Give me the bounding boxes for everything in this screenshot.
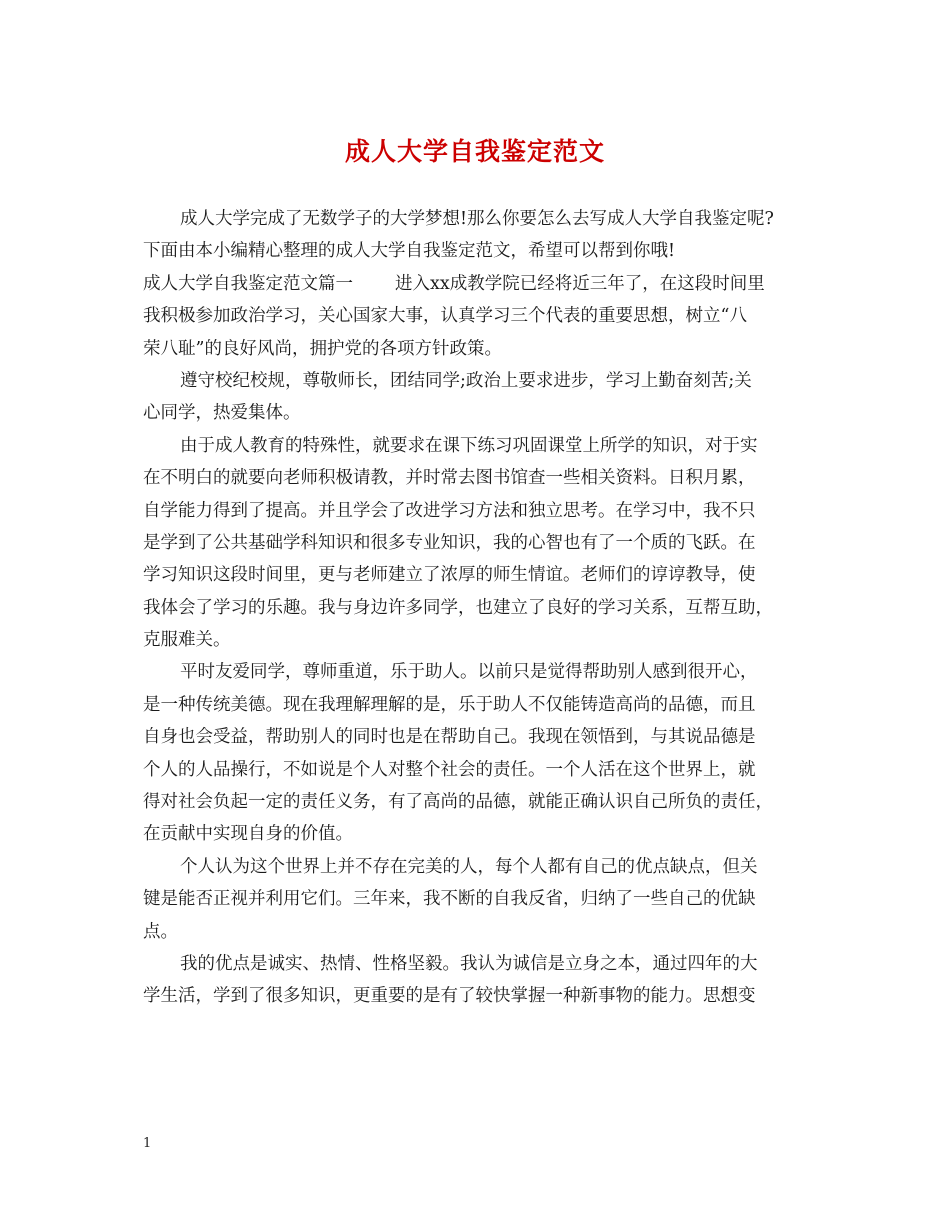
paragraph-line: 点。: [143, 921, 178, 942]
paragraph-line: 心同学，热爱集体。: [143, 403, 301, 424]
paragraph-line: 在不明白的就要向老师积极请教，并时常去图书馆查一些相关资料。日积月累，: [143, 468, 756, 489]
page-number: 1: [143, 1136, 152, 1151]
section-heading: 成人大学自我鉴定范文篇一: [143, 273, 353, 294]
paragraph-line: 得对社会负起一定的责任义务，有了高尚的品德，就能正确认识自己所负的责任，: [143, 792, 773, 813]
paragraph-line: 我体会了学习的乐趣。我与身边许多同学，也建立了良好的学习关系，互帮互助，: [143, 597, 773, 618]
paragraph-line: 键是能否正视并利用它们。三年来，我不断的自我反省，归纳了一些自己的优缺: [143, 889, 756, 910]
paragraph-line: 平时友爱同学，尊师重道，乐于助人。以前只是觉得帮助别人感到很开心，: [180, 662, 758, 683]
section-heading-line: [143, 268, 813, 300]
section-lead: 进入xx成教学院已经将近三年了，在这段时间里: [395, 273, 765, 294]
paragraph-line: 在贡献中实现自身的价值。: [143, 824, 353, 845]
intro-line: 成人大学完成了无数学子的大学梦想!那么你要怎么去写成人大学自我鉴定呢?: [180, 209, 774, 229]
intro-line: 下面由本小编精心整理的成人大学自我鉴定范文，希望可以帮到你哦!: [143, 241, 676, 262]
paragraph-line: 我的优点是诚实、热情、性格坚毅。我认为诚信是立身之本，通过四年的大: [180, 953, 758, 974]
paragraph-line: 是一种传统美德。现在我理解理解的是，乐于助人不仅能铸造高尚的品德，而且: [143, 694, 756, 715]
paragraph-line: 个人的人品操行，不如说是个人对整个社会的责任。一个人活在这个世界上，就: [143, 759, 756, 780]
paragraph-line: 我积极参加政治学习，关心国家大事，认真学习三个代表的重要思想，树立“八: [143, 306, 747, 327]
paragraph-line: 自学能力得到了提高。并且学会了改进学习方法和独立思考。在学习中，我不只: [143, 500, 756, 521]
paragraph-line: 是学到了公共基础学科知识和很多专业知识，我的心智也有了一个质的飞跃。在: [143, 532, 756, 553]
paragraph-line: 学习知识这段时间里，更与老师建立了浓厚的师生情谊。老师们的谆谆教导，使: [143, 565, 756, 586]
paragraph-line: 荣八耻”的良好风尚，拥护党的各项方针政策。: [143, 338, 502, 359]
document-body: [143, 203, 813, 1013]
paragraph-line: 学生活，学到了很多知识，更重要的是有了较快掌握一种新事物的能力。思想变: [143, 986, 756, 1007]
document-title: 成人大学自我鉴定范文: [344, 137, 605, 166]
paragraph-line: 克服难关。: [143, 630, 231, 651]
paragraph-line: 由于成人教育的特殊性，就要求在课下练习巩固课堂上所学的知识，对于实: [180, 435, 758, 456]
paragraph-line: 遵守校纪校规，尊敬师长，团结同学;政治上要求进步，学习上勤奋刻苦;关: [180, 370, 752, 391]
paragraph-line: 个人认为这个世界上并不存在完美的人，每个人都有自己的优点缺点，但关: [180, 856, 758, 877]
paragraph-line: 自身也会受益，帮助别人的同时也是在帮助自己。我现在领悟到，与其说品德是: [143, 727, 756, 748]
